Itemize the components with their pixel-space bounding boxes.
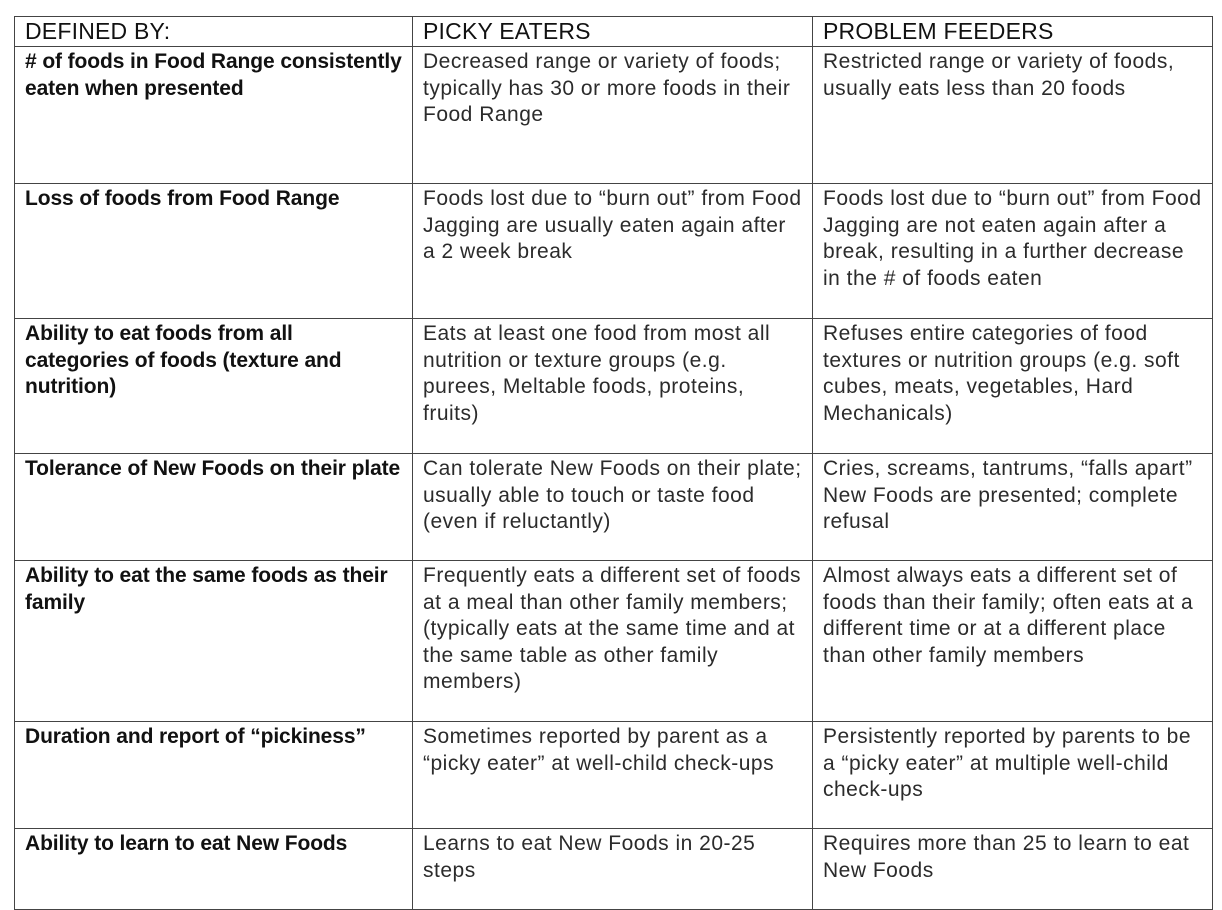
header-picky-eaters: PICKY EATERS: [413, 17, 813, 47]
cell-defined-by: # of foods in Food Range consistently eaten when presented: [15, 47, 413, 184]
table-row: [15, 47, 1213, 184]
table-row: [15, 722, 1213, 829]
cell-defined-by: Loss of foods from Food Range: [15, 184, 413, 319]
comparison-table: [14, 16, 1213, 910]
cell-defined-by: Ability to eat the same foods as their family: [15, 561, 413, 722]
table-row: [15, 561, 1213, 722]
cell-picky-eaters: Decreased range or variety of foods; typically has 30 or more foods in their Food Range: [413, 47, 813, 184]
cell-picky-eaters: Can tolerate New Foods on their plate; usually able to touch or taste food (even if reluctantly): [413, 454, 813, 561]
cell-problem-feeders: Refuses entire categories of food textures or nutrition groups (e.g. soft cubes, meats, vegetables, Hard Mechanicals): [813, 319, 1213, 454]
cell-problem-feeders: Persistently reported by parents to be a “picky eater” at multiple well-child check-ups: [813, 722, 1213, 829]
cell-problem-feeders: Requires more than 25 to learn to eat New Foods: [813, 829, 1213, 910]
cell-problem-feeders: Restricted range or variety of foods, usually eats less than 20 foods: [813, 47, 1213, 184]
cell-defined-by: Duration and report of “pickiness”: [15, 722, 413, 829]
cell-picky-eaters: Eats at least one food from most all nutrition or texture groups (e.g. purees, Meltable foods, proteins, fruits): [413, 319, 813, 454]
cell-defined-by: Ability to learn to eat New Foods: [15, 829, 413, 910]
cell-picky-eaters: Learns to eat New Foods in 20-25 steps: [413, 829, 813, 910]
cell-problem-feeders: Almost always eats a different set of foods than their family; often eats at a different time or at a different place than other family members: [813, 561, 1213, 722]
table-row: [15, 829, 1213, 910]
cell-problem-feeders: Cries, screams, tantrums, “falls apart” New Foods are presented; complete refusal: [813, 454, 1213, 561]
cell-picky-eaters: Sometimes reported by parent as a “picky eater” at well-child check-ups: [413, 722, 813, 829]
cell-problem-feeders: Foods lost due to “burn out” from Food Jagging are not eaten again after a break, resulting in a further decrease in the # of foods eaten: [813, 184, 1213, 319]
table-row: [15, 184, 1213, 319]
cell-defined-by: Ability to eat foods from all categories of foods (texture and nutrition): [15, 319, 413, 454]
table-row: [15, 319, 1213, 454]
table-row: [15, 454, 1213, 561]
table-header-row: [15, 17, 1213, 47]
header-problem-feeders: PROBLEM FEEDERS: [813, 17, 1213, 47]
cell-defined-by: Tolerance of New Foods on their plate: [15, 454, 413, 561]
cell-picky-eaters: Foods lost due to “burn out” from Food Jagging are usually eaten again after a 2 week break: [413, 184, 813, 319]
cell-picky-eaters: Frequently eats a different set of foods at a meal than other family members; (typically eats at the same time and at the same table as other family members): [413, 561, 813, 722]
header-defined-by: DEFINED BY:: [15, 17, 413, 47]
